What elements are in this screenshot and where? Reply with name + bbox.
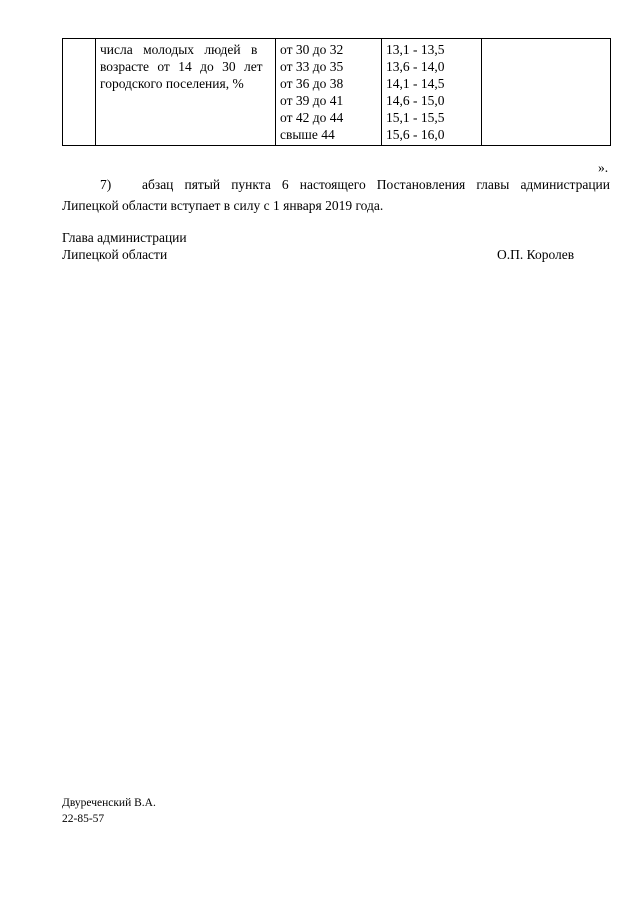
description-line: возрасте от 14 до 30 лет [100, 59, 263, 74]
paragraph-number: 7) [100, 177, 112, 192]
range-value: свыше 44 [280, 127, 335, 142]
closing-quote: ». [598, 160, 609, 175]
score-value: 14,1 - 14,5 [386, 76, 445, 91]
paragraph-text: абзац пятый пункта 6 настоящего Постановления главы администрации Липецкой области вступает в силу с 1 января 2019 года. [62, 177, 610, 213]
row-number-cell [63, 39, 96, 146]
criteria-table [62, 38, 611, 146]
description-line: городского поселения, % [100, 76, 244, 91]
executor-block [62, 795, 156, 827]
range-value: от 42 до 44 [280, 110, 344, 125]
score-value: 15,1 - 15,5 [386, 110, 445, 125]
signatory-name: О.П. Королев [497, 247, 575, 262]
signatory-title-line-1: Глава администрации [62, 230, 187, 245]
description-line: числа молодых людей в [100, 42, 258, 57]
range-value: от 39 до 41 [280, 93, 344, 108]
score-value: 14,6 - 15,0 [386, 93, 445, 108]
range-value: от 36 до 38 [280, 76, 344, 91]
range-value: от 30 до 32 [280, 42, 344, 57]
score-cell [382, 39, 482, 146]
score-value: 15,6 - 16,0 [386, 127, 445, 142]
range-cell [276, 39, 382, 146]
signatory-title-line-2: Липецкой области [62, 247, 168, 262]
executor-name: Двуреченский В.А. [62, 797, 156, 809]
note-cell [482, 39, 611, 146]
executor-phone: 22-85-57 [62, 813, 105, 825]
paragraph-7 [62, 174, 610, 216]
range-value: от 33 до 35 [280, 59, 344, 74]
table-row [63, 39, 611, 146]
score-value: 13,1 - 13,5 [386, 42, 445, 57]
score-value: 13,6 - 14,0 [386, 59, 445, 74]
indicator-description-cell [96, 39, 276, 146]
